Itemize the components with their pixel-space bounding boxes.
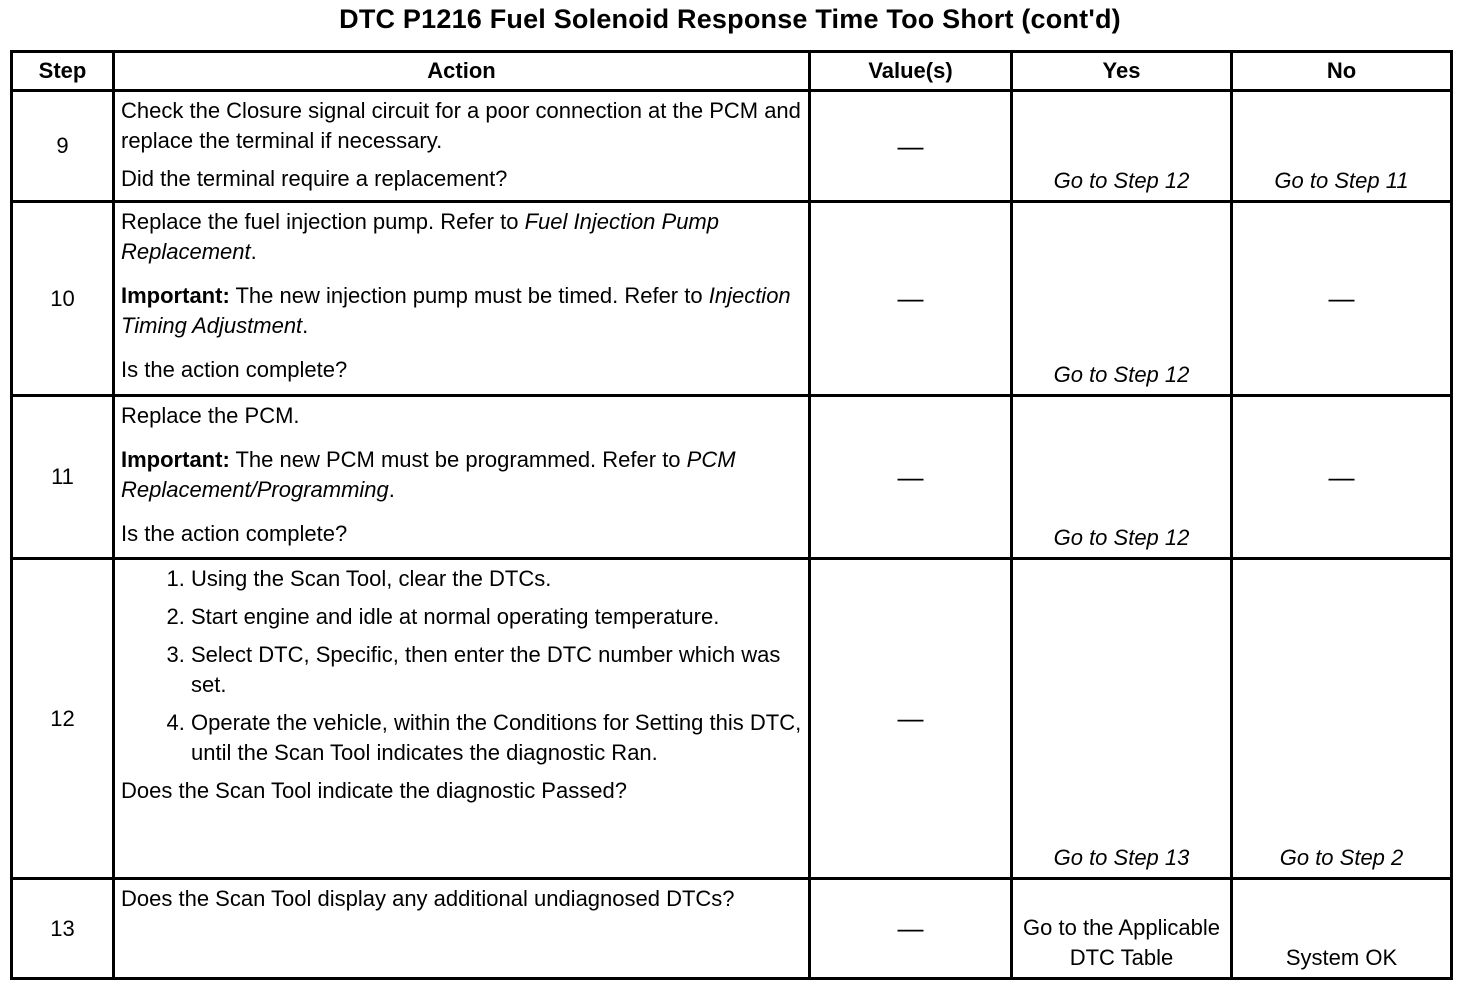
table-row: [12, 879, 1452, 979]
yes-cell: Go to Step 12: [1012, 202, 1232, 396]
header-row: [12, 52, 1452, 91]
action-text: Does the Scan Tool display any additional undiagnosed DTCs?: [121, 886, 735, 911]
action-question: Is the action complete?: [121, 521, 348, 546]
important-reference: PCM Replacement/Programming: [121, 447, 736, 502]
important-text: The new injection pump must be timed. Refer to: [229, 283, 709, 308]
yes-cell: Go to Step 13: [1012, 559, 1232, 879]
action-text: Check the Closure signal circuit for a poor connection at the PCM and replace the terminal if necessary.: [121, 98, 801, 153]
header-action: Action: [114, 52, 810, 91]
step-number: 9: [12, 91, 114, 202]
action-reference: Fuel Injection Pump Replacement: [121, 209, 719, 264]
header-yes: Yes: [1012, 52, 1232, 91]
value-cell: —: [810, 559, 1012, 879]
action-text: [121, 207, 802, 267]
no-cell: —: [1232, 202, 1452, 396]
action-cell: [114, 559, 810, 879]
table-row: [12, 396, 1452, 559]
no-cell: Go to Step 2: [1232, 559, 1452, 879]
step-number: 12: [12, 559, 114, 879]
yes-cell: Go to Step 12: [1012, 396, 1232, 559]
important-post: .: [388, 477, 395, 502]
action-text: Replace the PCM.: [121, 403, 300, 428]
action-cell: [114, 202, 810, 396]
table-row: [12, 91, 1452, 202]
value-cell: —: [810, 202, 1012, 396]
important-label: Important:: [121, 283, 230, 308]
no-cell: System OK: [1232, 879, 1452, 979]
page-title: DTC P1216 Fuel Solenoid Response Time Too Short (cont'd): [339, 4, 1121, 34]
action-cell: [114, 879, 810, 979]
header-step: Step: [12, 52, 114, 91]
list-item: 2. Start engine and idle at normal operating temperature.: [191, 602, 802, 632]
action-question: Does the Scan Tool indicate the diagnostic Passed?: [121, 778, 627, 803]
yes-cell: Go to Step 12: [1012, 91, 1232, 202]
important-text: The new PCM must be programmed. Refer to: [229, 447, 687, 472]
value-cell: —: [810, 396, 1012, 559]
header-no: No: [1232, 52, 1452, 91]
action-question: Did the terminal require a replacement?: [121, 166, 508, 191]
action-text-pre: Replace the fuel injection pump. Refer to: [121, 209, 525, 234]
list-item: 1. Using the Scan Tool, clear the DTCs.: [191, 564, 802, 594]
table-row: [12, 202, 1452, 396]
no-cell: —: [1232, 396, 1452, 559]
important-reference: Injection Timing Adjustment: [121, 283, 791, 338]
action-cell: [114, 396, 810, 559]
important-post: .: [302, 313, 309, 338]
header-values: Value(s): [810, 52, 1012, 91]
table-row: [12, 559, 1452, 879]
important-note: [121, 445, 802, 505]
action-question: Is the action complete?: [121, 357, 348, 382]
list-item: 3. Select DTC, Specific, then enter the DTC number which was set.: [191, 640, 802, 700]
value-cell: —: [810, 879, 1012, 979]
step-number: 13: [12, 879, 114, 979]
diagnostic-table: [10, 50, 1453, 980]
important-note: [121, 281, 802, 341]
action-text-post: .: [250, 239, 257, 264]
list-item: 4. Operate the vehicle, within the Conditions for Setting this DTC, until the Scan Tool indicates the diagnostic Ran.: [191, 708, 802, 768]
yes-cell: Go to the Applicable DTC Table: [1012, 879, 1232, 979]
procedure-list: [121, 564, 802, 768]
important-label: Important:: [121, 447, 230, 472]
step-number: 10: [12, 202, 114, 396]
step-number: 11: [12, 396, 114, 559]
no-cell: Go to Step 11: [1232, 91, 1452, 202]
action-cell: [114, 91, 810, 202]
value-cell: —: [810, 91, 1012, 202]
